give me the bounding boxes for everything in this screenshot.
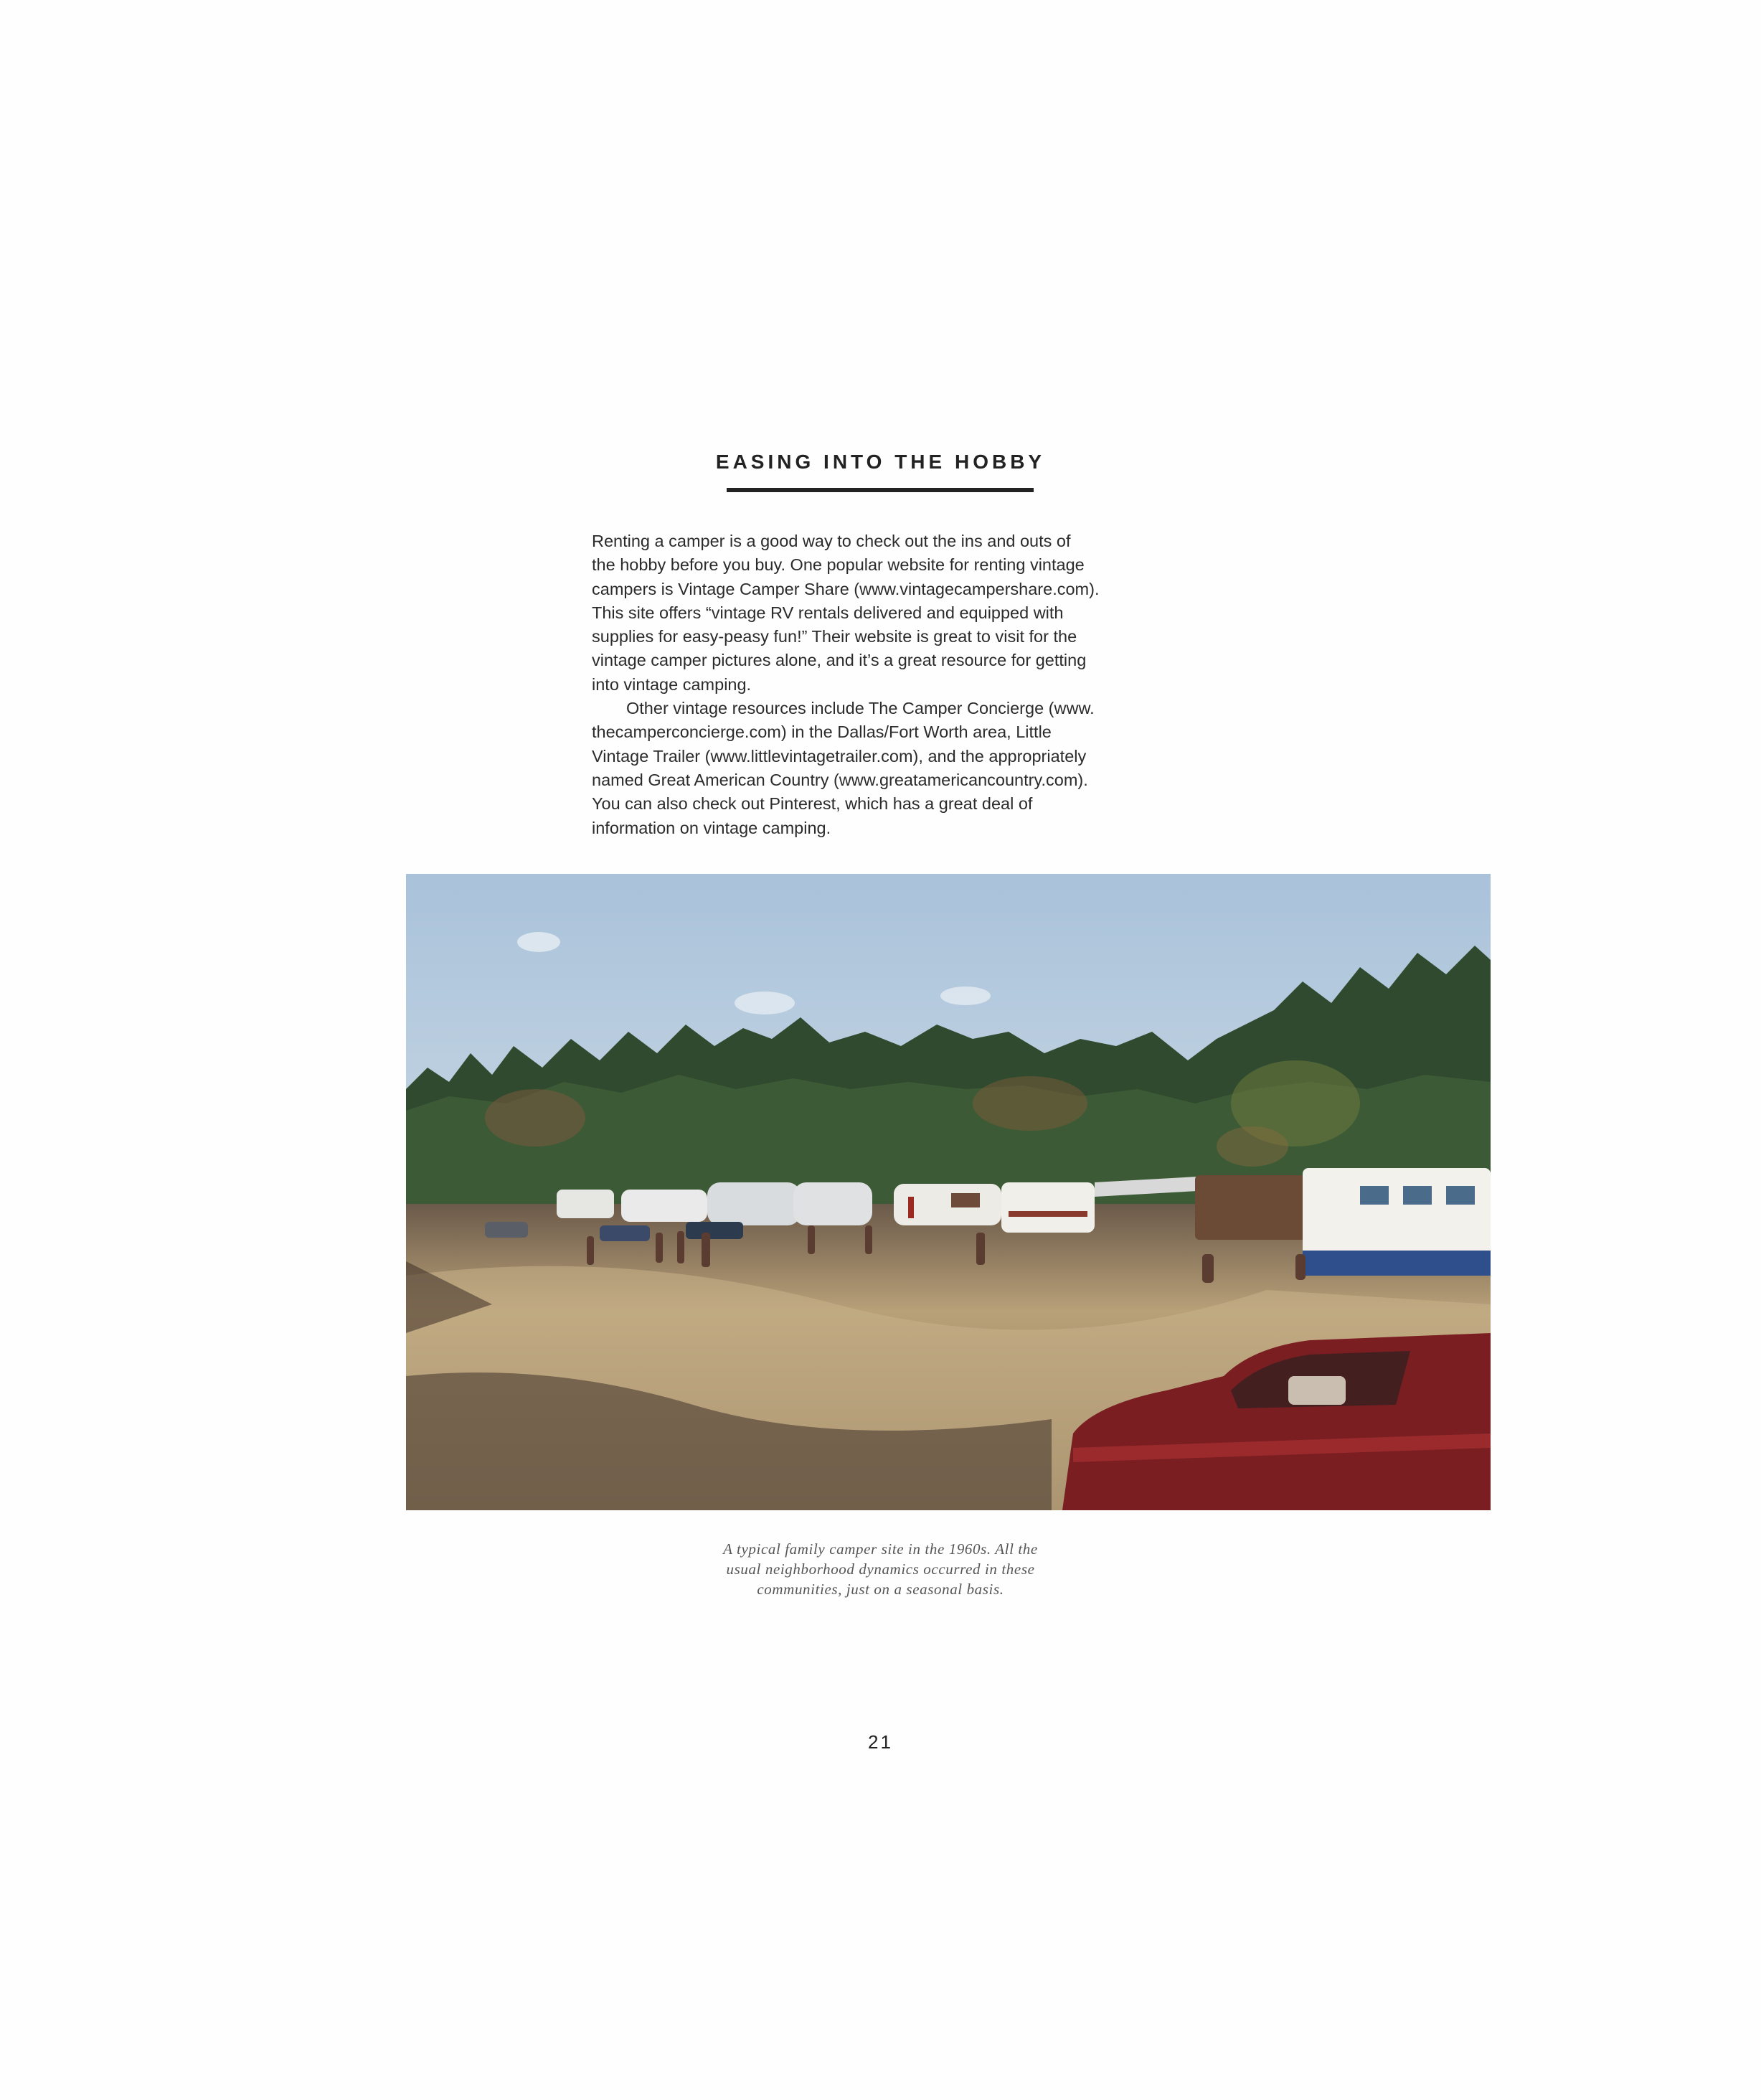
body-line: supplies for easy-peasy fun!” Their website is great to visit for the [592, 627, 1077, 646]
cloud [735, 992, 795, 1014]
section-heading: EASING INTO THE HOBBY [715, 451, 1046, 473]
body-line: This site offers “vintage RV rentals delivered and equipped with [592, 603, 1064, 622]
body-line: into vintage camping. [592, 674, 752, 694]
page-number: 21 [868, 1731, 893, 1753]
body-line: the hobby before you buy. One popular website for renting vintage [592, 555, 1085, 575]
body-line: Other vintage resources include The Camper Concierge (www. [626, 699, 1095, 718]
body-line: named Great American Country (www.greatamericancountry.com). [592, 770, 1088, 789]
body-line: Vintage Trailer (www.littlevintagetrailer.com), and the appropriately [592, 746, 1087, 766]
body-line: Renting a camper is a good way to check out the ins and outs of [592, 532, 1071, 550]
campsite-photo-illustration [406, 874, 1491, 1510]
photo-caption [0, 1539, 1761, 1599]
caption-line: A typical family camper site in the 1960s. All the [723, 1540, 1038, 1558]
body-line: information on vintage camping. [592, 818, 831, 837]
distant-car [600, 1225, 650, 1241]
heading-underline [727, 488, 1034, 492]
cloud [940, 987, 991, 1005]
body-line: campers is Vintage Camper Share (www.vintagecampershare.com). [592, 579, 1100, 598]
body-line: vintage camper pictures alone, and it’s a great resource for getting [592, 651, 1087, 670]
body-line: thecamperconcierge.com) in the Dallas/Fort Worth area, Little [592, 722, 1052, 742]
body-text [592, 529, 1158, 840]
cloud [517, 932, 560, 952]
body-line: You can also check out Pinterest, which has a great deal of [592, 794, 1033, 814]
caption-line: communities, just on a seasonal basis. [757, 1581, 1004, 1598]
distant-car [485, 1222, 528, 1238]
campsite-photo [406, 874, 1491, 1510]
distant-car [686, 1222, 743, 1239]
caption-line: usual neighborhood dynamics occurred in these [726, 1560, 1035, 1578]
